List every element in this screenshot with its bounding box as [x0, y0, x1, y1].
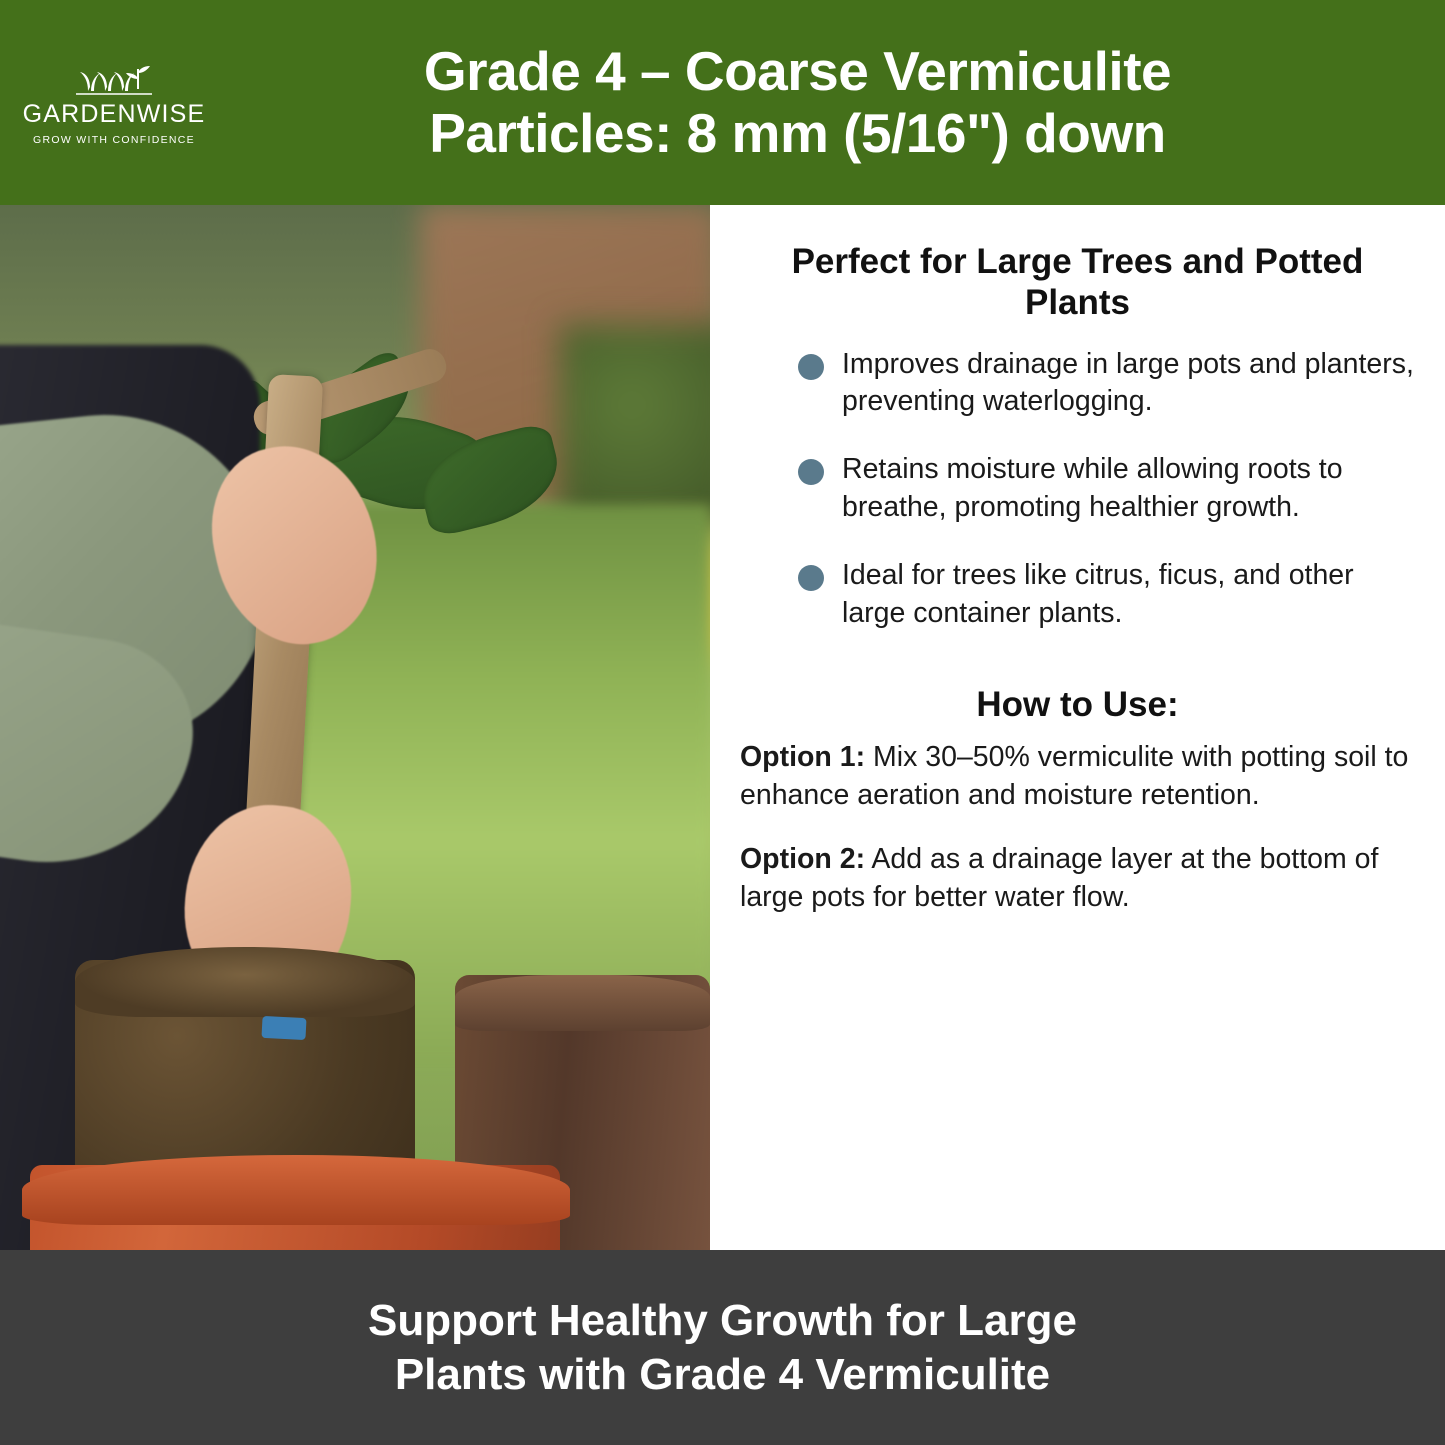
header-title-line-2: Particles: 8 mm (5/16") down	[429, 101, 1166, 164]
usage-option-label: Option 2:	[740, 842, 866, 875]
usage-option-label: Option 1:	[740, 740, 866, 773]
usage-option	[740, 841, 1415, 917]
brand-logo	[14, 59, 214, 145]
photo-bush-blur	[560, 325, 710, 525]
photo-front-pot-rim	[22, 1155, 570, 1225]
bullet-text: Improves drainage in large pots and planters, preventing waterlogging.	[842, 347, 1414, 418]
footer-text	[368, 1294, 1077, 1401]
how-to-use-heading: How to Use:	[976, 684, 1179, 724]
footer-text-line-1: Support Healthy Growth for Large	[368, 1295, 1077, 1345]
bullet-dot-icon	[798, 459, 824, 485]
main-body	[0, 205, 1445, 1250]
header-banner	[0, 0, 1445, 205]
bullet-dot-icon	[798, 354, 824, 380]
product-photo	[0, 205, 710, 1250]
header-title-line-1: Grade 4 – Coarse Vermiculite	[423, 39, 1172, 102]
bullet-dot-icon	[798, 565, 824, 591]
brand-name: GARDENWISE	[22, 100, 206, 129]
photo-dibber-tip	[261, 1016, 306, 1040]
photo-back-pot-rim	[455, 975, 710, 1031]
header-title-block	[214, 41, 1421, 164]
footer-banner	[0, 1250, 1445, 1445]
sprout-logo-icon	[74, 63, 154, 97]
list-item	[798, 451, 1415, 527]
brand-tagline: GROW WITH CONFIDENCE	[33, 133, 195, 146]
usage-option-text: Add as a drainage layer at the bottom of large pots for better water flow.	[740, 842, 1379, 913]
benefits-list	[740, 346, 1415, 663]
bullet-text: Ideal for trees like citrus, ficus, and other large container plants.	[842, 559, 1354, 630]
photo-rootball-top	[75, 947, 415, 1017]
bullet-text: Retains moisture while allowing roots to breathe, promoting healthier growth.	[842, 453, 1343, 524]
usage-option	[740, 739, 1415, 815]
benefits-heading: Perfect for Large Trees and Potted Plants	[791, 242, 1364, 323]
list-item	[798, 557, 1415, 633]
list-item	[798, 346, 1415, 422]
usage-option-text: Mix 30–50% vermiculite with potting soil to enhance aeration and moisture retention.	[740, 740, 1409, 811]
footer-text-line-2: Plants with Grade 4 Vermiculite	[394, 1349, 1051, 1399]
content-column	[710, 205, 1445, 1250]
